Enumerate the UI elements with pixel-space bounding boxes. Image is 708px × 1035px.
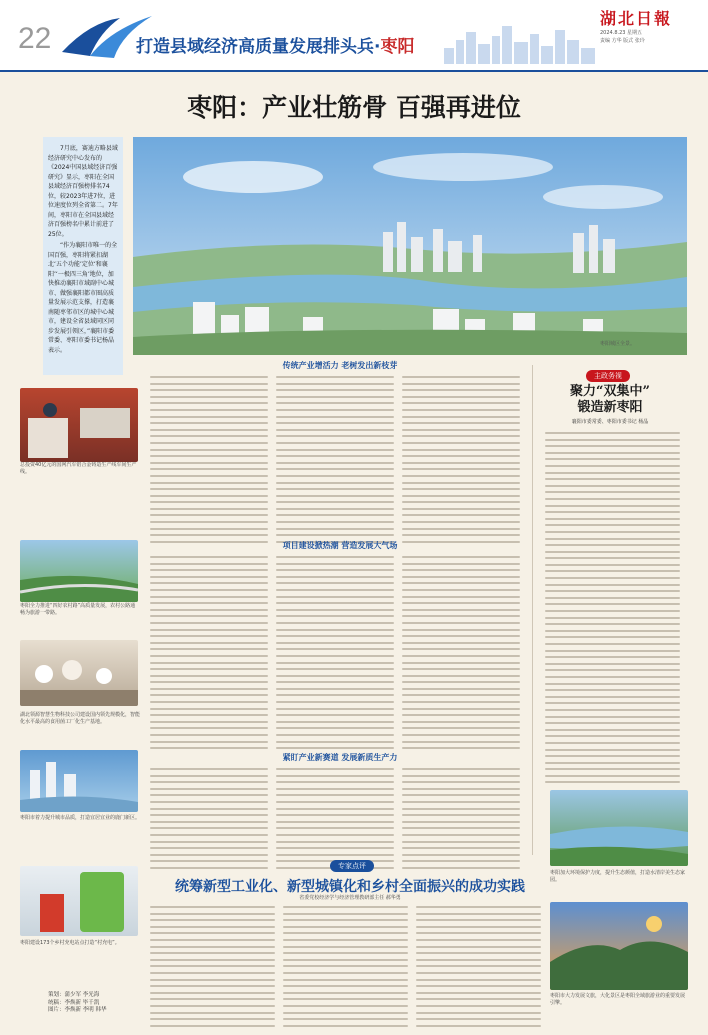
body-text-column [150, 768, 268, 874]
body-text-column [276, 376, 394, 547]
section-title [136, 32, 414, 57]
expert-tag: 专家点评 [330, 860, 374, 872]
commentary-text [545, 432, 680, 788]
expert-text-column [416, 906, 541, 1031]
lead-paragraph: 7月底，赛迪方略县域经济研究中心发布的《2024中国县域经济百强研究》显示，枣阳在全国县域经济百强榜排名74位，较2023年进7位，进位速度位列全省第二。7年间，枣阳市在全国县域经济百强榜名中累计前进了25位。 [48, 145, 118, 238]
subhead-new-productivity: 紧盯产业新赛道 发展新质生产力 [282, 753, 398, 762]
masthead-date: 2024.8.23 星期五 [600, 30, 643, 36]
gallery-caption: 枣阳加大环境保护力度，提升生态颜值，打造水清岸美生态家园。 [550, 870, 686, 883]
commentary-title [540, 384, 680, 416]
page-number: 22 [18, 22, 52, 55]
page-headline: 枣阳：产业壮筋骨 百强再进位 [187, 93, 521, 122]
header-rule [0, 70, 708, 72]
commentary-byline: 襄阳市委常委、枣阳市委书记 杨晶 [571, 419, 649, 425]
column-divider [532, 365, 533, 855]
new-district-photo [20, 750, 138, 812]
body-text-column [150, 376, 268, 547]
ev-charging-photo [20, 866, 138, 936]
rural-road-photo [20, 540, 138, 602]
commentary-title-line2: 锻造新枣阳 [577, 400, 643, 415]
lead-box [43, 137, 123, 375]
factory-photo [20, 388, 138, 462]
main-city-photo [133, 137, 687, 355]
gallery-caption: 枣阳全力推进“四好农村路”高质量发展，农村公路通畅为旅游一带路。 [20, 603, 136, 616]
gallery-caption: 枣阳市大力发展文旅，大化景区是枣阳全域旅游业的重要发展引擎。 [550, 993, 686, 1006]
skyline-decoration-icon [440, 22, 600, 64]
commentary-tag: 主政务视 [586, 370, 630, 382]
gallery-caption: 枣阳建设173个乡村充电站点打造“村充电”。 [20, 940, 120, 946]
mushroom-factory-photo [20, 640, 138, 706]
body-text-column [276, 556, 394, 754]
subhead-project-construction: 项目建设掀热潮 营造发展大气场 [282, 541, 398, 550]
body-text-column [402, 556, 520, 754]
body-text-column [402, 376, 520, 547]
page-credits [48, 992, 107, 1015]
expert-text-column [283, 906, 408, 1031]
credit-editing: 统稿：李焕新 毕千凯 [48, 999, 100, 1006]
expert-article-title: 统筹新型工业化、新型城镇化和乡村全面振兴的成功实践 [175, 879, 525, 895]
gallery-caption: 总投资40亿元的国网汽车铝合金铸造生产线车间生产线。 [20, 462, 137, 475]
expert-byline: 省委党校经济学与经济管理教研部主任 郝华勇 [299, 895, 401, 901]
page-header [0, 0, 708, 72]
body-text-column [402, 768, 520, 874]
ecology-photo [550, 790, 688, 866]
subhead-traditional-industry: 传统产业增活力 老树发出新枝芽 [282, 361, 398, 370]
tourism-photo [550, 902, 688, 990]
gallery-caption: 湖北领源智慧生物科技公司建设国内领先规模化，智能化水平最高的食用菌工厂化生产基地。 [20, 712, 141, 725]
credit-photos: 图片：李焕新 李明 韩华 [48, 1007, 107, 1013]
section-title-city: 枣阳 [380, 37, 415, 57]
body-text-column [276, 768, 394, 874]
masthead [600, 6, 700, 45]
gallery-caption: 枣阳市着力提升城市品质，打造宜居宜业的鹿门新区。 [20, 815, 141, 821]
credit-planning: 策划：蒲少军 李光海 [48, 992, 100, 998]
body-text-column [150, 556, 268, 754]
section-title-text: 打造县域经济高质量发展排头兵· [136, 37, 381, 57]
masthead-editors: 责编 方华 版式 张玲 [600, 38, 645, 44]
lead-paragraph: “作为襄阳市唯一的全国百强，枣阳将紧扣湖北‘五个功能’定位‘和襄阳’‘一极四三角’地位，加快推动襄阳市域副中心城市、做强襄阳都市圈高质量发展示范支撑，打造襄南随枣邻市区的城中心城市，建设全省县域同区同步发展引领区，”襄阳市委常委、枣阳市委书记杨晶表示。 [48, 242, 118, 354]
expert-text-column [150, 906, 275, 1031]
masthead-title: 湖北日報 [600, 9, 673, 28]
photo-caption: 枣阳城区全景。 [600, 341, 636, 347]
commentary-title-line1: 聚力“双集中” [570, 384, 650, 399]
